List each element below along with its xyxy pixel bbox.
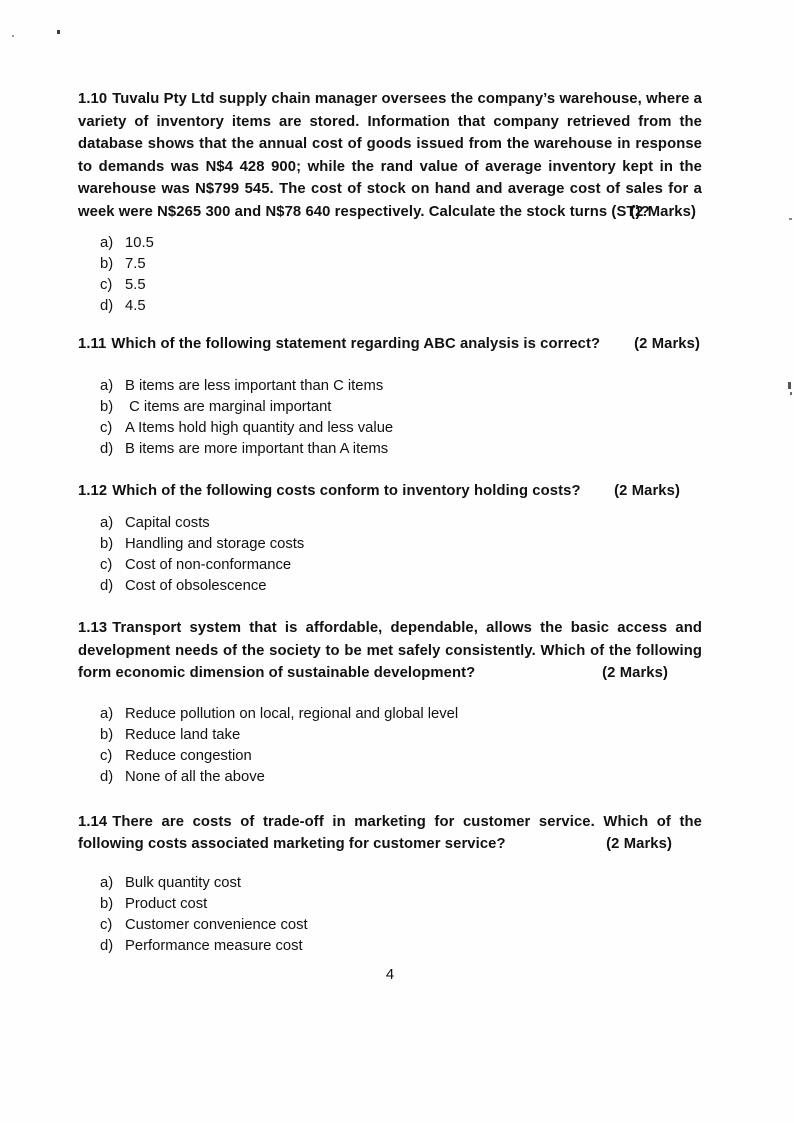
page-content <box>78 88 702 985</box>
option-row <box>100 894 702 915</box>
options-list <box>100 873 702 957</box>
question-heading <box>78 811 702 856</box>
question-text: Tuvalu Pty Ltd supply chain manager oversees the company’s warehouse, where a variety of inventory items are stored. Information that company retrieved from the database shows that the annual cost of goods issued from the warehouse in response to demands was N$4 428 900; while the rand value of average inventory kept in the warehouse was N$799 545. The cost of stock on hand and average cost of sales for a week were N$265 300 and N$78 640 respectively. Calculate the stock turns (ST)? <box>78 91 702 220</box>
question-number: 1.10 <box>78 91 108 107</box>
option-letter: b) <box>100 536 114 552</box>
option-text: Cost of non-conformance <box>125 557 292 573</box>
options-list <box>100 704 702 788</box>
option-letter: d) <box>100 578 114 594</box>
question-1-13 <box>78 617 702 788</box>
question-number: 1.11 <box>78 336 107 352</box>
option-letter: c) <box>100 916 113 933</box>
question-number: 1.12 <box>78 482 108 499</box>
question-text: There are costs of trade-off in marketing for customer service. Which of the following costs associated marketing for customer service? <box>78 813 702 852</box>
option-letter: a) <box>100 515 114 531</box>
option-row <box>100 233 702 254</box>
option-row <box>100 254 702 275</box>
option-text: B items are less important than C items <box>125 377 384 394</box>
option-row <box>100 513 702 534</box>
question-heading <box>78 88 702 223</box>
option-row <box>100 576 702 597</box>
options-list <box>100 513 702 597</box>
question-number: 1.13 <box>78 620 108 636</box>
option-text: 7.5 <box>125 256 146 272</box>
option-text: Handling and storage costs <box>125 536 305 552</box>
question-heading <box>78 480 702 503</box>
option-text: Reduce land take <box>125 726 241 743</box>
option-row <box>100 275 702 296</box>
option-letter: c) <box>100 557 113 573</box>
question-1-10 <box>78 88 702 317</box>
option-row <box>100 915 702 936</box>
option-row <box>100 725 702 746</box>
option-letter: d) <box>100 298 114 314</box>
option-letter: b) <box>100 895 114 912</box>
question-heading <box>78 617 702 685</box>
question-text: Which of the following statement regarding ABC analysis is correct? <box>111 336 601 352</box>
option-row <box>100 534 702 555</box>
option-letter: a) <box>100 235 114 251</box>
option-row <box>100 746 702 767</box>
option-letter: c) <box>100 277 113 293</box>
option-letter: d) <box>100 937 114 954</box>
option-row <box>100 296 702 317</box>
page-number: 4 <box>385 966 395 983</box>
question-1-14 <box>78 811 702 957</box>
marks-label: (2 Marks) <box>634 336 700 352</box>
option-row <box>100 418 702 439</box>
option-letter: d) <box>100 768 114 785</box>
option-letter: b) <box>100 398 114 415</box>
question-1-12 <box>78 480 702 598</box>
marks-label: (2 Marks) <box>614 482 680 499</box>
option-text: B items are more important than A items <box>125 440 389 457</box>
question-text: Which of the following costs conform to inventory holding costs? <box>112 482 581 499</box>
option-text: Customer convenience cost <box>125 916 308 933</box>
scan-artifact <box>788 382 791 389</box>
marks-label: (2 Marks) <box>630 203 696 220</box>
option-letter: a) <box>100 874 114 891</box>
scan-artifact <box>790 392 792 395</box>
option-letter: b) <box>100 256 114 272</box>
marks-label: (2 Marks) <box>602 665 668 681</box>
marks-label: (2 Marks) <box>606 836 672 852</box>
scan-artifact <box>12 35 14 37</box>
scan-artifact <box>57 30 60 34</box>
scan-artifact <box>789 218 792 220</box>
options-list <box>100 376 702 460</box>
option-text: C items are marginal important <box>125 398 332 415</box>
option-text: Product cost <box>125 895 208 912</box>
option-row <box>100 397 702 418</box>
option-text: Capital costs <box>125 515 210 531</box>
option-row <box>100 704 702 725</box>
question-heading <box>78 333 702 356</box>
option-row <box>100 873 702 894</box>
option-text: None of all the above <box>125 768 265 785</box>
option-text: Performance measure cost <box>125 937 303 954</box>
option-text: 4.5 <box>125 298 146 314</box>
question-number: 1.14 <box>78 813 108 830</box>
options-list <box>100 233 702 317</box>
option-letter: a) <box>100 705 114 722</box>
option-letter: b) <box>100 726 114 743</box>
option-text: A Items hold high quantity and less value <box>125 419 394 436</box>
option-text: Reduce pollution on local, regional and global level <box>125 705 459 722</box>
option-row <box>100 555 702 576</box>
option-letter: a) <box>100 377 114 394</box>
option-text: Bulk quantity cost <box>125 874 241 891</box>
question-text: Transport system that is affordable, dependable, allows the basic access and development needs of the society to be met safely consistently. Which of the following form economic dimension of sustainable development? <box>78 620 702 681</box>
option-text: Cost of obsolescence <box>125 578 267 594</box>
option-row <box>100 936 702 957</box>
option-letter: c) <box>100 419 113 436</box>
option-row <box>100 439 702 460</box>
option-letter: c) <box>100 747 113 764</box>
option-text: 10.5 <box>125 235 154 251</box>
option-row <box>100 376 702 397</box>
option-text: 5.5 <box>125 277 146 293</box>
option-text: Reduce congestion <box>125 747 252 764</box>
question-1-11 <box>78 333 702 460</box>
option-letter: d) <box>100 440 114 457</box>
option-row <box>100 767 702 788</box>
